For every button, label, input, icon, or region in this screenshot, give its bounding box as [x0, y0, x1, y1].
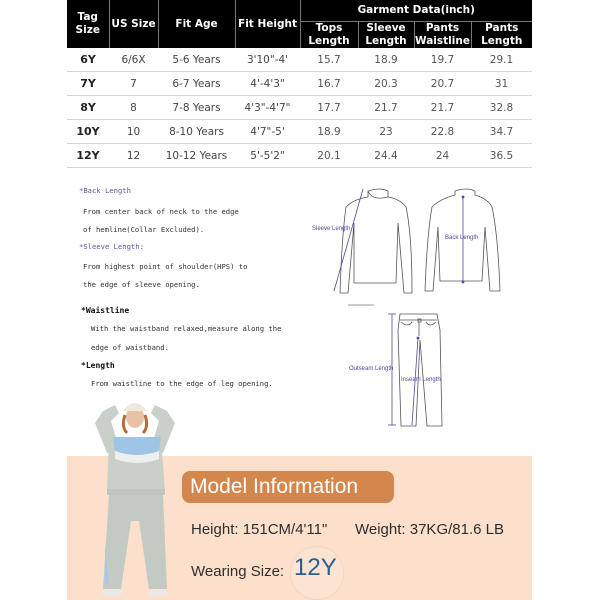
- cell-us-size: 8: [109, 96, 158, 120]
- model-information-title: Model Information: [182, 471, 394, 503]
- header-tops-length: Tops Length: [300, 22, 358, 49]
- cell-tag-size: 7Y: [67, 72, 109, 96]
- cell-pants-length: 34.7: [471, 120, 532, 144]
- note-sleeve-length-line2: the edge of sleeve opening.: [83, 280, 200, 289]
- cell-tag-size: 10Y: [67, 120, 109, 144]
- table-row: [67, 48, 532, 72]
- cell-tops-length: 20.1: [300, 144, 358, 168]
- outseam-length-label: Outseam Length: [349, 366, 394, 372]
- note-back-length-line2: of hemline(Collar Excluded).: [83, 225, 205, 234]
- sleeve-length-label: Sleeve Length: [312, 226, 351, 232]
- note-length-line1: From waistline to the edge of leg opening.: [91, 379, 273, 388]
- wearing-size-label: Wearing Size:: [191, 563, 285, 580]
- header-fit-height: Fit Height: [235, 0, 300, 48]
- header-tag-size: Tag Size: [67, 0, 109, 48]
- header-pants-waistline: Pants Waistline: [415, 22, 470, 47]
- cell-pants-waistline: 21.7: [414, 96, 471, 120]
- cell-fit-age: 10-12 Years: [158, 144, 235, 168]
- note-waistline-line1: With the waistband relaxed,measure along the: [91, 324, 282, 333]
- cell-tag-size: 12Y: [67, 144, 109, 168]
- note-back-length-title: *Back Length: [79, 186, 131, 195]
- cell-us-size: 6/6X: [109, 48, 158, 72]
- note-sleeve-length-line1: From highest point of shoulder(HPS) to: [83, 262, 248, 271]
- header-fit-age: Fit Age: [158, 0, 235, 48]
- cell-fit-height: 3'10"-4': [235, 48, 300, 72]
- cell-fit-age: 6-7 Years: [158, 72, 235, 96]
- back-length-label: Back Length: [445, 235, 479, 241]
- note-sleeve-length-title: *Sleeve Length:: [79, 242, 144, 251]
- model-height: Height: 151CM/4'11": [191, 521, 328, 538]
- cell-pants-length: 36.5: [471, 144, 532, 168]
- cell-pants-waistline: 20.7: [414, 72, 471, 96]
- table-row: [67, 120, 532, 144]
- cell-us-size: 12: [109, 144, 158, 168]
- top-measurement-diagram: [300, 175, 510, 300]
- cell-us-size: 7: [109, 72, 158, 96]
- note-length-title: *Length: [81, 361, 115, 370]
- cell-sleeve-length: 21.7: [358, 96, 414, 120]
- model-photo: [85, 393, 185, 600]
- table-row: [67, 96, 532, 120]
- cell-fit-height: 5'-5'2": [235, 144, 300, 168]
- note-back-length-line1: From center back of neck to the edge: [83, 207, 239, 216]
- cell-sleeve-length: 24.4: [358, 144, 414, 168]
- cell-sleeve-length: 18.9: [358, 48, 414, 72]
- table-row: [67, 144, 532, 168]
- cell-sleeve-length: 20.3: [358, 72, 414, 96]
- cell-tag-size: 8Y: [67, 96, 109, 120]
- cell-fit-age: 5-6 Years: [158, 48, 235, 72]
- note-waistline-title: *Waistline: [81, 306, 130, 315]
- cell-fit-height: 4'3"-4'7": [235, 96, 300, 120]
- cell-pants-waistline: 19.7: [414, 48, 471, 72]
- cell-tops-length: 16.7: [300, 72, 358, 96]
- cell-fit-age: 8-10 Years: [158, 120, 235, 144]
- cell-tops-length: 15.7: [300, 48, 358, 72]
- cell-us-size: 10: [109, 120, 158, 144]
- cell-pants-length: 29.1: [471, 48, 532, 72]
- size-chart-table: [67, 0, 532, 168]
- cell-pants-length: 31: [471, 72, 532, 96]
- header-garment-data: Garment Data(inch): [300, 0, 532, 22]
- cell-tops-length: 18.9: [300, 120, 358, 144]
- cell-tag-size: 6Y: [67, 48, 109, 72]
- wearing-size-value: 12Y: [294, 554, 337, 581]
- table-row: [67, 72, 532, 96]
- header-pants-length: Pants Length: [471, 22, 532, 49]
- cell-pants-waistline: 24: [414, 144, 471, 168]
- cell-fit-height: 4'-4'3": [235, 72, 300, 96]
- cell-pants-length: 32.8: [471, 96, 532, 120]
- header-us-size: US Size: [109, 0, 158, 48]
- cell-tops-length: 17.7: [300, 96, 358, 120]
- cell-pants-waistline: 22.8: [414, 120, 471, 144]
- model-weight: Weight: 37KG/81.6 LB: [355, 521, 504, 538]
- inseam-length-label: Inseam Length: [401, 377, 441, 383]
- note-waistline-line2: edge of waistband.: [91, 343, 169, 352]
- header-sleeve-length: Sleeve Length: [358, 22, 414, 49]
- cell-sleeve-length: 23: [358, 120, 414, 144]
- pants-measurement-diagram: [330, 300, 480, 430]
- cell-fit-height: 4'7"-5': [235, 120, 300, 144]
- cell-fit-age: 7-8 Years: [158, 96, 235, 120]
